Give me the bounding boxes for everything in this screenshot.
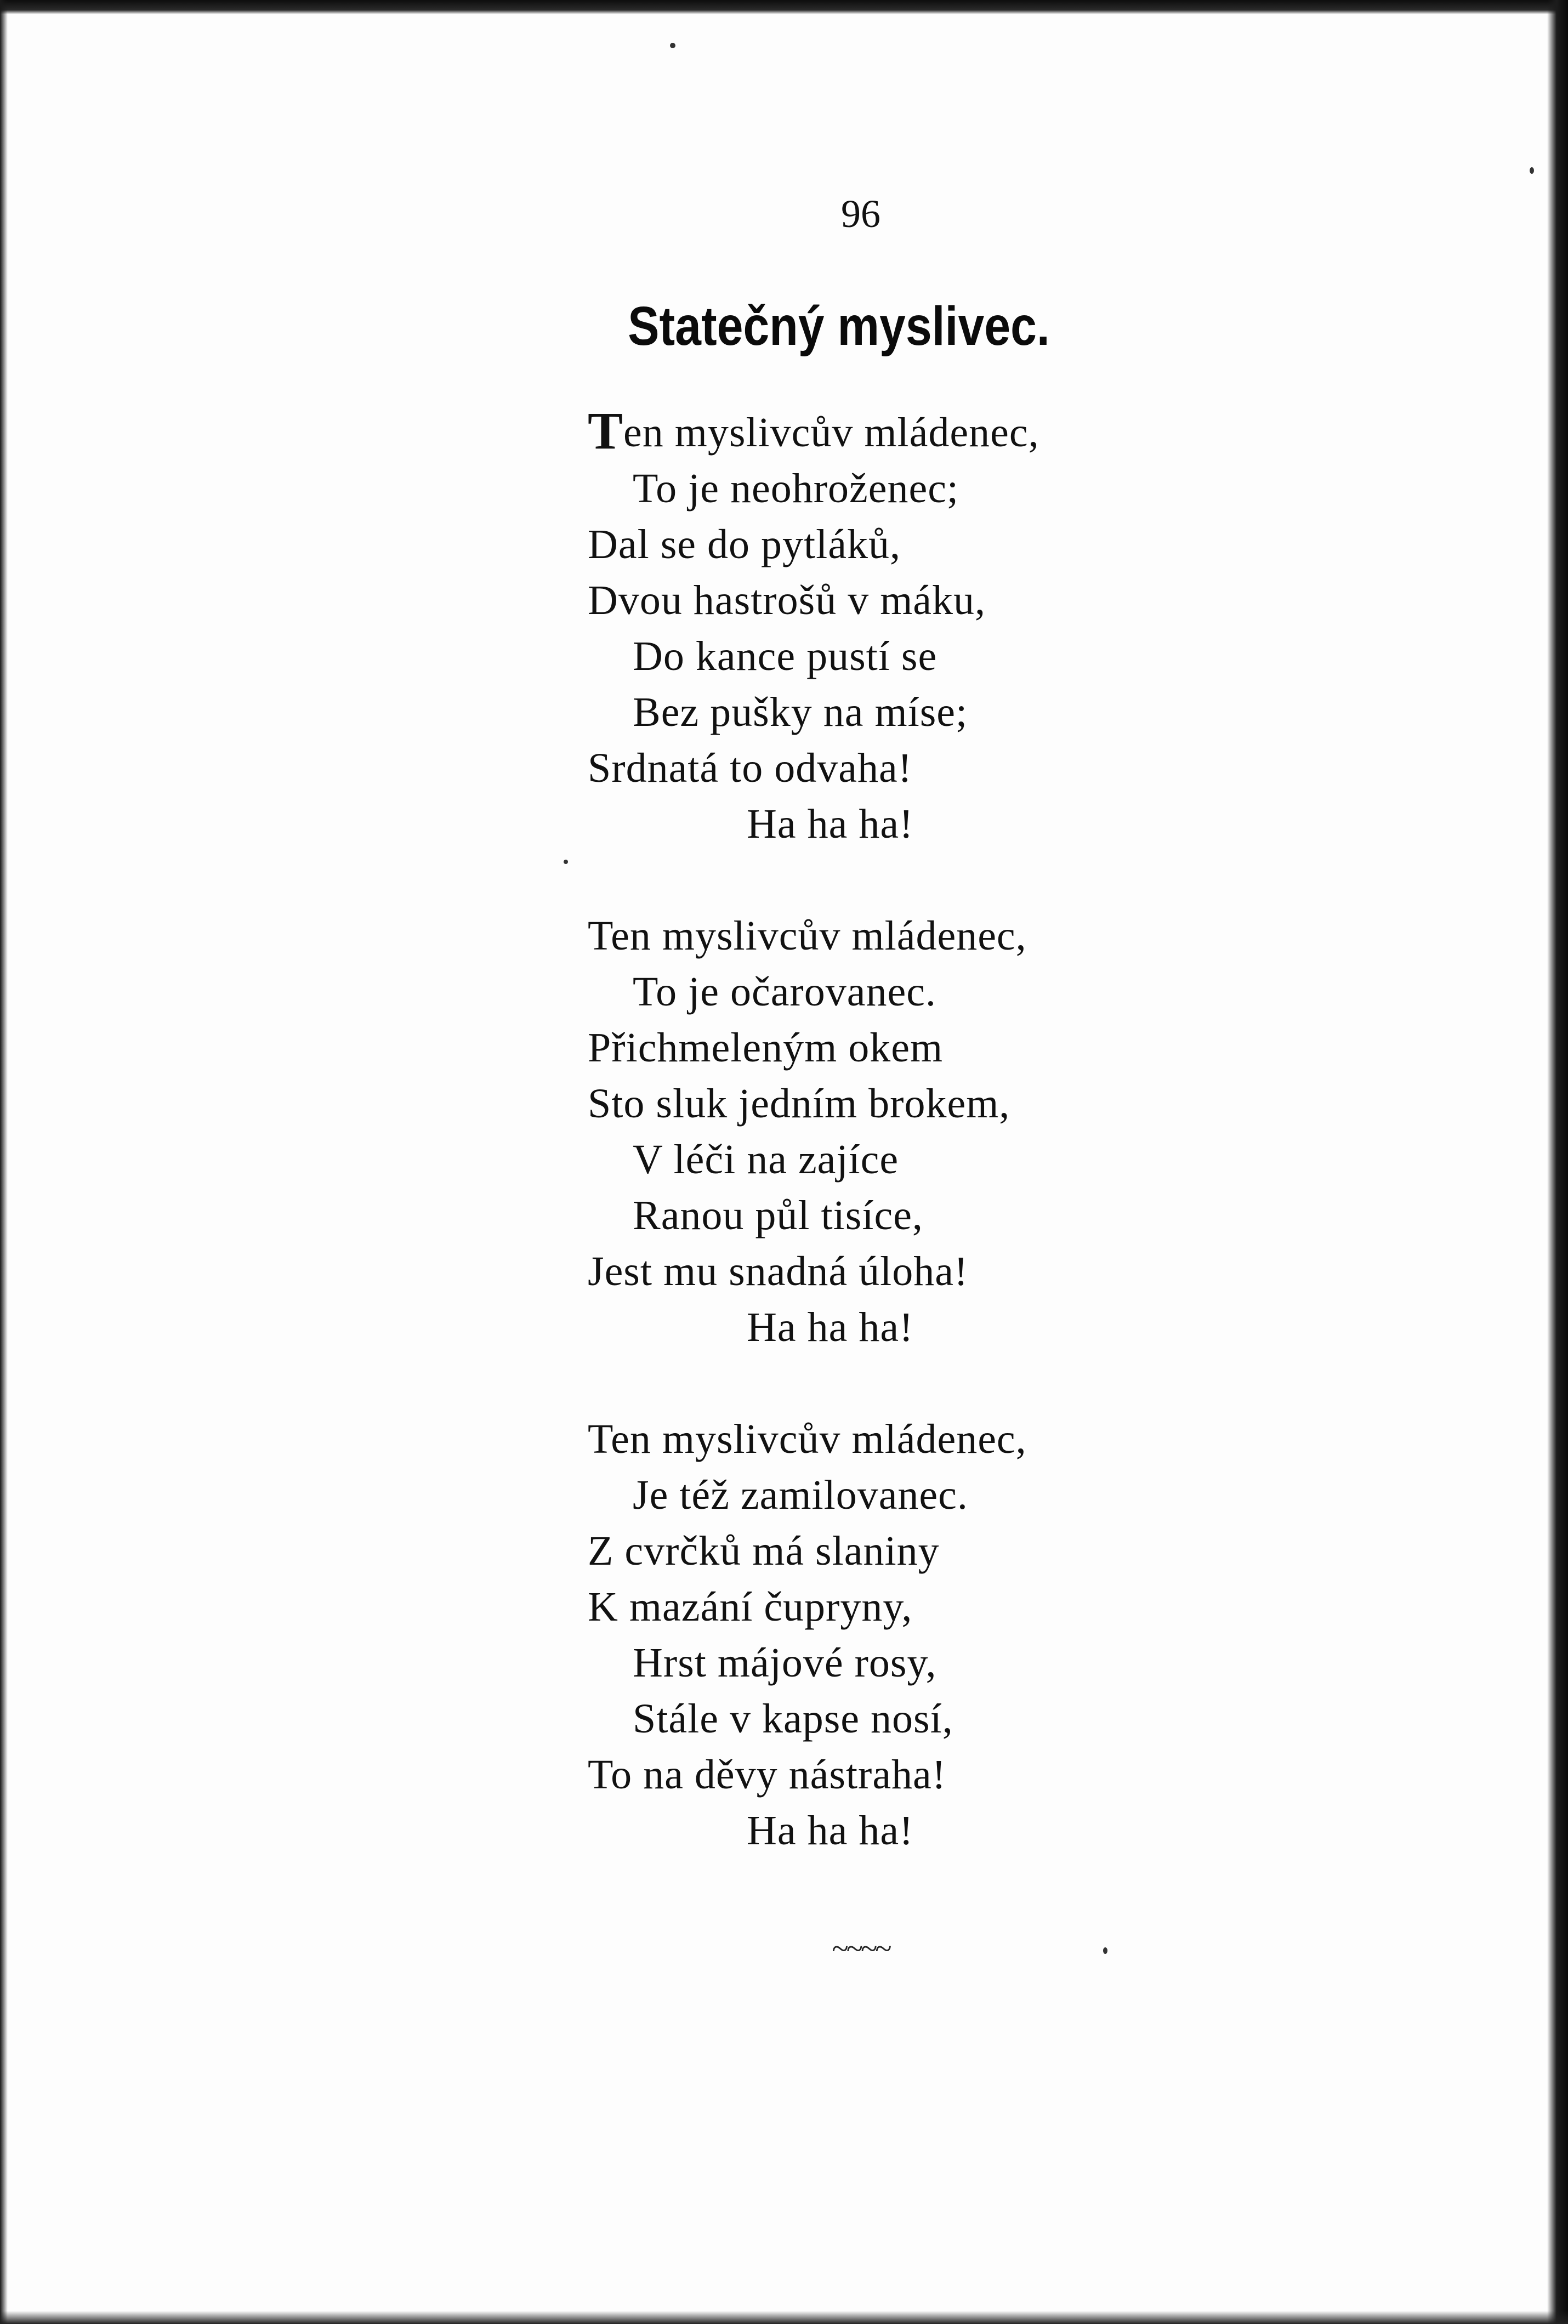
poem-line: K mazání čupryny,	[588, 1584, 913, 1630]
stanza-1	[588, 401, 1520, 852]
poem-line: Ten myslivcův mládenec,	[588, 913, 1027, 959]
scan-edge-left	[0, 0, 8, 2324]
poem-refrain: Ha ha ha!	[747, 1808, 914, 1854]
poem-line: Srdnatá to odvaha!	[588, 745, 913, 791]
poem-line: Jest mu snadná úloha!	[588, 1248, 969, 1294]
poem-line: Bez pušky na míse;	[633, 689, 968, 735]
poem-line: Dvou hastrošů v máku,	[588, 577, 986, 623]
poem-line: Je též zamilovanec.	[633, 1472, 968, 1518]
poem-line	[588, 401, 1520, 461]
poem-line: Ranou půl tisíce,	[633, 1192, 923, 1238]
poem-line: Sto sluk jedním brokem,	[588, 1081, 1010, 1127]
poem-line: Dal se do pytláků,	[588, 521, 901, 567]
poem-body	[588, 401, 1520, 1859]
poem-line: To na děvy nástraha!	[588, 1752, 947, 1798]
poem-line: Do kance pustí se	[633, 633, 938, 679]
scan-edge-bottom	[0, 2311, 1568, 2324]
end-ornament: ~~~~	[832, 1932, 890, 1966]
poem-line: Z cvrčků má slaniny	[588, 1528, 940, 1574]
poem-line: To je očarovanec.	[633, 969, 936, 1015]
scan-speck	[1530, 167, 1534, 174]
poem-line: Stále v kapse nosí,	[633, 1696, 953, 1742]
scan-speck	[564, 860, 568, 864]
drop-cap: T	[588, 401, 624, 460]
page-number: 96	[841, 192, 880, 236]
scan-speck	[670, 43, 675, 48]
scan-edge-top	[0, 0, 1568, 14]
scan-speck	[1103, 1947, 1107, 1954]
stanza-2	[588, 908, 1520, 1355]
poem-title: Statečný myslivec.	[628, 296, 1050, 357]
poem-line: Ten myslivcův mládenec,	[588, 1416, 1027, 1462]
poem-refrain: Ha ha ha!	[747, 1304, 914, 1350]
scan-edge-right	[1547, 0, 1568, 2324]
poem-line: V léči na zajíce	[633, 1137, 899, 1183]
first-line-rest: en myslivcův mládenec,	[623, 410, 1039, 456]
poem-line: Přichmeleným okem	[588, 1025, 944, 1071]
poem-line: Hrst májové rosy,	[633, 1640, 937, 1686]
stanza-3	[588, 1411, 1520, 1859]
poem-refrain: Ha ha ha!	[747, 801, 914, 847]
poem-line: To je neohroženec;	[633, 465, 959, 512]
